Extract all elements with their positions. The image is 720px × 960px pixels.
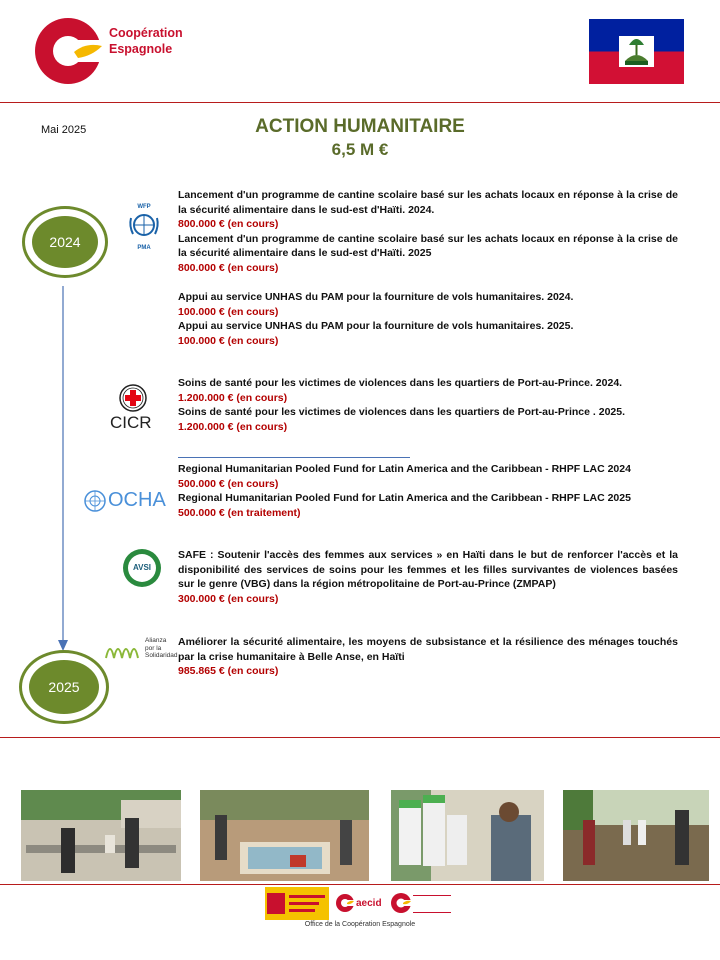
avsi-logo xyxy=(123,549,161,587)
entry-desc: SAFE : Soutenir l'accès des femmes aux services » en Haïti dans le but de renforcer l'accès et la disponibilité des services de soins pour les femmes et les filles survivantes de violences basées sur le genre (VBG) dans la région métropolitaine de Port-au-Prince (ZMPAP) xyxy=(178,549,678,590)
office-label: Office de la Coopération Espagnole xyxy=(304,921,416,928)
entry-desc: Améliorer la sécurité alimentaire, les moyens de subsistance et la résilience des ménages touchés par la crise humanitaire à Belle Anse, en Haïti xyxy=(178,636,678,663)
entry-amount: 100.000 € (en cours) xyxy=(178,334,279,347)
year-2025-label: 2025 xyxy=(29,660,99,714)
footer-divider xyxy=(0,884,720,885)
year-2024-label: 2024 xyxy=(32,216,98,268)
entry-unhas xyxy=(178,290,678,348)
entry-avsi xyxy=(178,548,678,606)
avsi-inner: AVSI xyxy=(128,554,156,582)
cooperacion-mini-label xyxy=(413,895,451,913)
red-cross-icon xyxy=(118,383,148,413)
entry-desc: Soins de santé pour les victimes de violences dans les quartiers de Port-au-Prince. 2024. xyxy=(178,377,623,389)
entry-cicr xyxy=(178,376,678,434)
photo-community-meeting xyxy=(200,790,369,881)
section-divider xyxy=(178,457,410,458)
page-title: ACTION HUMANITAIRE xyxy=(255,116,465,137)
entry-desc: Lancement d'un programme de cantine scolaire basé sur les achats locaux en réponse à la crise de la sécurité alimentaire dans le sud-est d'Haïti. 2025 xyxy=(178,232,678,259)
entry-amount: 800.000 € (en cours) xyxy=(178,218,279,230)
entry-amount: 1.200.000 € (en cours) xyxy=(178,391,288,404)
entry-amount: 500.000 € (en cours) xyxy=(178,477,279,490)
entry-amount: 1.200.000 € (en cours) xyxy=(178,420,288,433)
footer-logos xyxy=(265,887,453,920)
entry-desc: Appui au service UNHAS du PAM pour la fourniture de vols humanitaires. 2024. xyxy=(178,291,574,303)
brand-line1: Coopération xyxy=(109,26,183,40)
aecid-label: aecid xyxy=(356,898,382,909)
entry-desc: Lancement d'un programme de cantine scolaire basé sur les achats locaux en réponse à la crise de la sécurité alimentaire dans le sud-est d'Haïti. 2024. xyxy=(178,189,678,216)
cooperacion-logo-icon xyxy=(390,892,412,914)
brand-name xyxy=(109,25,183,57)
entry-amount: 300.000 € (en cours) xyxy=(178,592,279,605)
photo-handwashing xyxy=(21,790,181,881)
top-divider xyxy=(0,102,720,103)
entry-amount: 800.000 € (en cours) xyxy=(178,261,279,274)
cooperation-logo-icon xyxy=(34,16,104,86)
photo-field-visit xyxy=(563,790,709,881)
photo-water-distribution xyxy=(391,790,544,881)
entry-amount: 985.865 € (en cours) xyxy=(178,665,279,677)
brand-line2: Espagnole xyxy=(109,42,173,56)
entry-amount: 100.000 € (en cours) xyxy=(178,305,279,318)
entry-amount: 500.000 € (en traitement) xyxy=(178,506,301,519)
haiti-flag-icon xyxy=(589,19,684,84)
wfp-logo xyxy=(124,204,164,251)
entry-desc: Regional Humanitarian Pooled Fund for Latin America and the Caribbean - RHPF LAC 2025 xyxy=(178,492,631,504)
report-date: Mai 2025 xyxy=(41,124,87,136)
entry-wfp-canteen xyxy=(178,188,678,275)
alianza-line2: por la xyxy=(145,644,162,652)
wfp-label: WFP xyxy=(137,204,151,210)
ocha-label: OCHA xyxy=(108,489,166,511)
alianza-line3: Solidaridad xyxy=(145,652,178,659)
un-emblem-icon xyxy=(84,490,106,512)
entry-ocha xyxy=(178,462,678,520)
entry-desc: Appui au service UNHAS du PAM pour la fourniture de vols humanitaires. 2025. xyxy=(178,320,574,332)
bottom-divider xyxy=(0,737,720,738)
year-2024-circle xyxy=(22,206,108,278)
alianza-line1: Alianza xyxy=(145,637,167,644)
cicr-label: CICR xyxy=(110,413,152,432)
pma-label: PMA xyxy=(137,245,151,251)
year-2025-circle xyxy=(19,650,109,724)
entry-desc: Regional Humanitarian Pooled Fund for Latin America and the Caribbean - RHPF LAC 2024 xyxy=(178,463,631,475)
wfp-emblem-icon xyxy=(127,210,161,240)
entry-desc: Soins de santé pour les victimes de violences dans les quartiers de Port-au-Prince . 2025. xyxy=(178,406,626,418)
aecid-logo-icon xyxy=(335,893,355,913)
total-amount: 6,5 M € xyxy=(331,140,389,159)
alianza-label xyxy=(145,637,178,660)
alianza-logo-icon xyxy=(104,638,144,662)
entry-alianza xyxy=(178,635,678,679)
timeline-arrow xyxy=(55,286,71,652)
spain-embassy-logo-icon xyxy=(265,887,329,920)
